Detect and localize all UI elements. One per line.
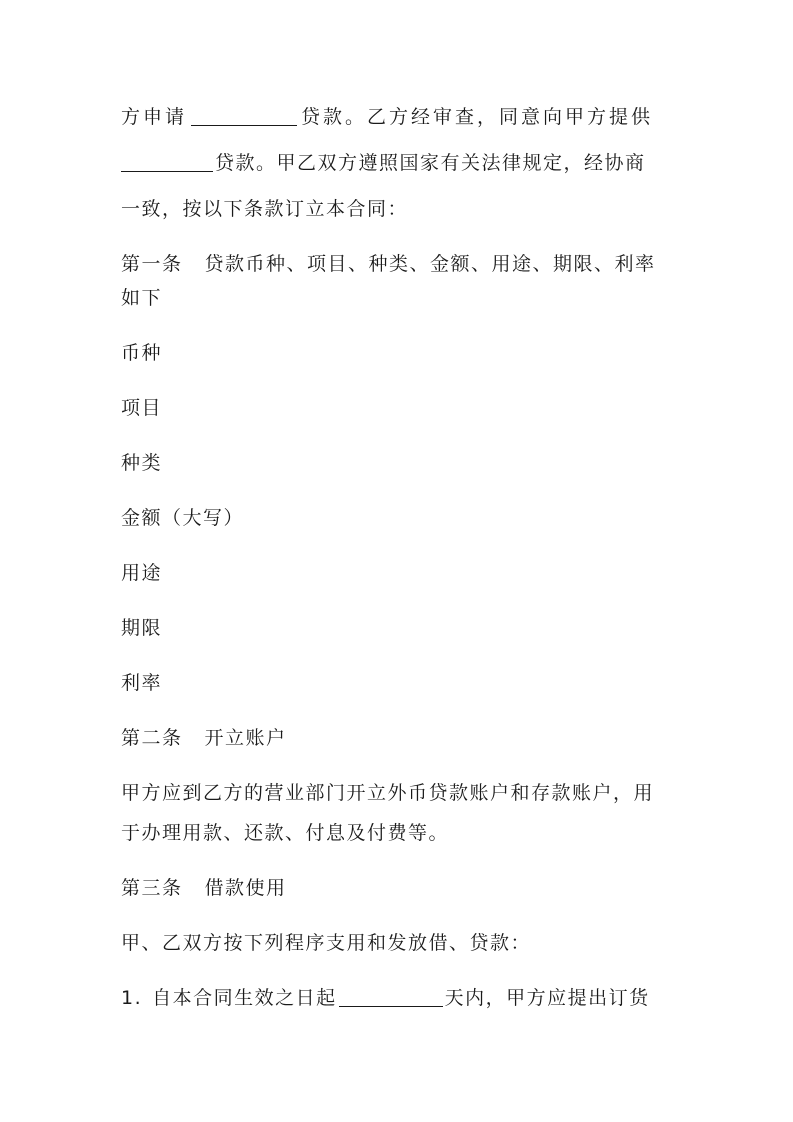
article-2-heading: [121, 715, 287, 761]
intro-text-1b: 贷款。乙方经审查，同意向甲方提供: [301, 106, 654, 128]
intro-line-2: [121, 140, 646, 186]
article-1-title: 贷款币种、项目、种类、金额、用途、期限、利率: [204, 253, 656, 275]
field-term: 期限: [121, 617, 163, 639]
days-blank[interactable]: [339, 986, 443, 1007]
intro-line-3: 一致，按以下条款订立本合同：: [121, 198, 409, 220]
field-type: 种类: [121, 452, 163, 474]
item-1-number: 1.: [121, 987, 143, 1009]
article-1-heading-wrap: 如下: [121, 287, 163, 309]
article-3-item-1: [121, 975, 650, 1021]
field-project: 项目: [121, 397, 163, 419]
loan-applicant-blank[interactable]: [191, 105, 297, 126]
intro-text-1a: 方申请: [121, 106, 188, 128]
article-3-heading: [121, 865, 287, 911]
intro-text-2b: 贷款。甲乙双方遵照国家有关法律规定，经协商: [215, 152, 646, 174]
article-2-body-2: 于办理用款、还款、付息及付费等。: [121, 822, 450, 844]
article-3-title: 借款使用: [204, 877, 287, 899]
loan-amount-blank[interactable]: [121, 151, 213, 172]
article-2-body-1: 甲方应到乙方的营业部门开立外币贷款账户和存款账户，用: [121, 782, 655, 804]
article-1-number: 第一条: [121, 253, 183, 275]
article-1-heading: [121, 241, 656, 287]
article-3-body-1: 甲、乙双方按下列程序支用和发放借、贷款：: [121, 932, 532, 954]
intro-line-1: [121, 94, 653, 140]
article-2-number: 第二条: [121, 727, 183, 749]
field-currency: 币种: [121, 342, 163, 364]
article-3-number: 第三条: [121, 877, 183, 899]
field-purpose: 用途: [121, 562, 163, 584]
item-1-text-b: 天内，甲方应提出订货: [444, 987, 650, 1009]
field-amount: 金额（大写）: [121, 507, 245, 529]
article-2-title: 开立账户: [204, 727, 287, 749]
item-1-text-a: 自本合同生效之日起: [152, 987, 337, 1009]
field-interest-rate: 利率: [121, 672, 163, 694]
